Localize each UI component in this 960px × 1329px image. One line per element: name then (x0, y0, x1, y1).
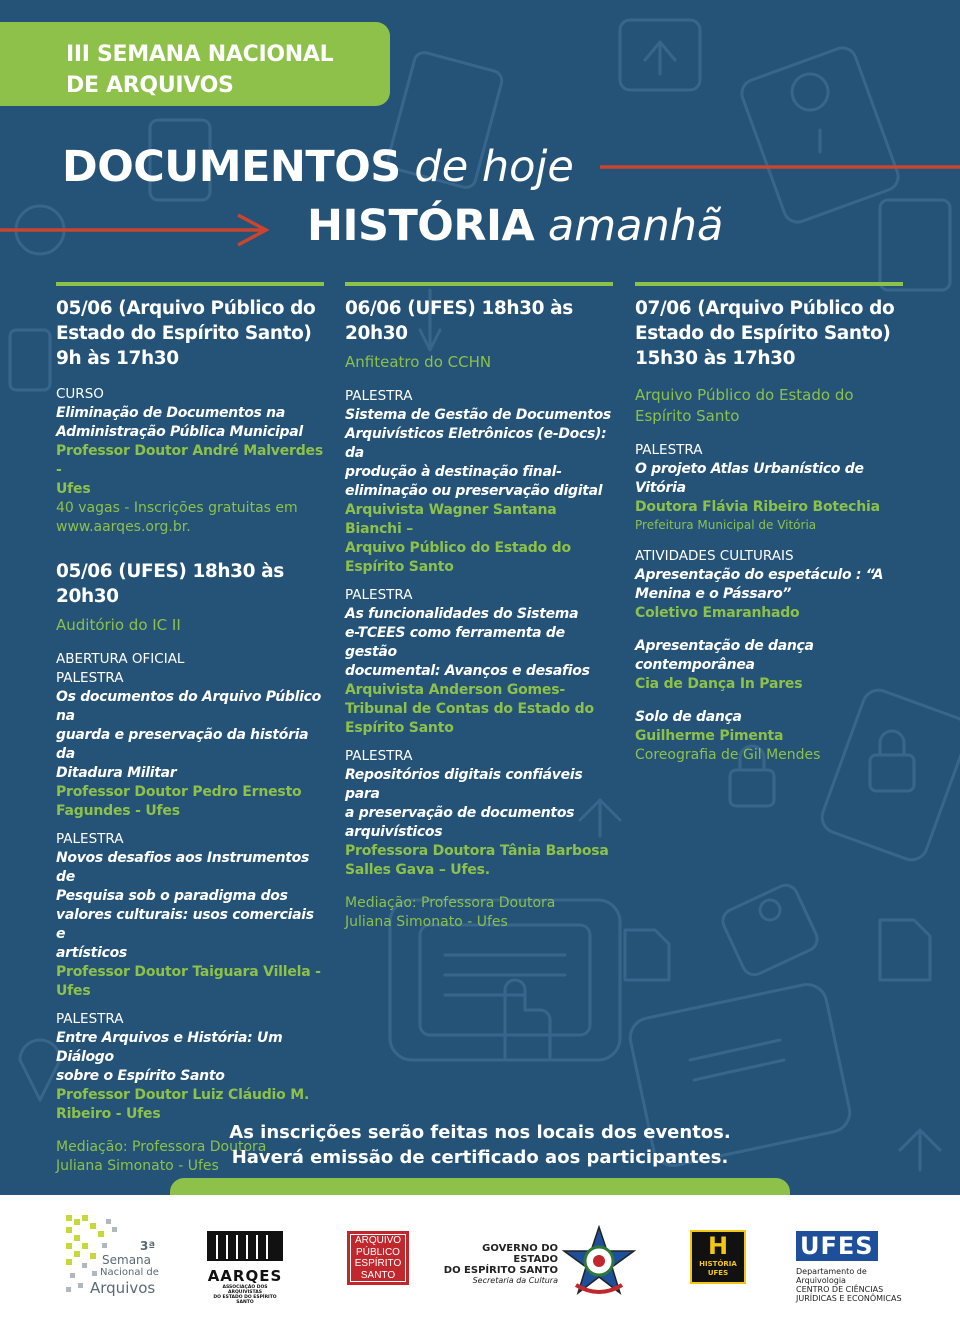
block-speaker: Cia de Dança In Pares (635, 676, 803, 692)
block-title: Repositórios digitais confiáveis para a preservação de documentos arquivísticos (345, 767, 583, 840)
block-note: 40 vagas - Inscrições gratuitas em www.aarqes.org.br. (56, 500, 298, 535)
session-header: 05/06 (UFES) 18h30 às 20h30 (56, 561, 284, 607)
program-block (635, 547, 903, 623)
governo-line-3: Secretaria da Cultura (472, 1276, 558, 1285)
block-speaker: Guilherme Pimenta (635, 728, 784, 744)
block-title: As funcionalidades do Sistema e-TCEES como ferramenta de gestão documental: Avanços e desafios (345, 606, 590, 679)
historia-letter: H (707, 1232, 729, 1260)
session-header: 06/06 (UFES) 18h30 às 20h30 (345, 298, 573, 344)
title-amanha: amanhã (547, 201, 724, 251)
block-label: ATIVIDADES CULTURAIS (635, 548, 794, 564)
block-speaker: Professor Doutor André Malverdes - Ufes (56, 443, 323, 497)
program-block (56, 650, 324, 821)
block-title: O projeto Atlas Urbanístico de Vitória (635, 461, 864, 496)
block-title: Apresentação do espetáculo : “A Menina e o Pássaro” (635, 567, 884, 602)
governo-line-1: GOVERNO DO ESTADO (482, 1243, 558, 1265)
session-0606-ufes (345, 296, 613, 932)
program-block (56, 1010, 324, 1124)
program-block (635, 637, 903, 694)
block-speaker: Arquivista Wagner Santana Bianchi – Arquivo Público do Estado do Espírito Santo (345, 502, 571, 575)
block-label: PALESTRA (56, 1011, 124, 1027)
title-historia: HISTÓRIA (307, 201, 535, 251)
arquivo-publico-logo (347, 1231, 409, 1285)
block-title: Apresentação de dança contemporânea (635, 638, 814, 673)
semana-arquivos-logo (62, 1213, 172, 1303)
block-label: PALESTRA (635, 442, 703, 458)
block-note: Coreografia de Gil Mendes (635, 747, 821, 763)
ufes-line-1: Departamento de Arquivologia (796, 1267, 867, 1285)
governo-es-logo (443, 1243, 558, 1283)
block-label: PALESTRA (56, 831, 124, 847)
block-speaker: Professora Doutora Tânia Barbosa Salles Gava – Ufes. (345, 843, 609, 878)
column-divider (345, 282, 613, 286)
session-location: Auditório do IC II (56, 616, 181, 634)
block-label: ABERTURA OFICIAL (56, 651, 185, 667)
aarqes-name: AARQES (207, 1267, 283, 1285)
notice-line-2: Haverá emissão de certificado aos participantes. (231, 1147, 729, 1168)
session-0506-ufes (56, 559, 324, 1176)
title-line-1 (62, 143, 574, 191)
program-block (345, 387, 613, 577)
apees-line-4: SANTO (360, 1269, 396, 1281)
banner-line-1: III SEMANA NACIONAL (66, 42, 334, 67)
block-speaker: Coletivo Emaranhado (635, 605, 800, 621)
schedule-column-2 (345, 282, 613, 932)
session-header: 05/06 (Arquivo Público do Estado do Espírito Santo) 9h às 17h30 (56, 298, 316, 369)
apees-line-3: ESPÍRITO (354, 1258, 402, 1269)
block-title: Novos desafios aos Instrumentos de Pesquisa sob o paradigma dos valores culturais: usos comerciais e artísticos (56, 850, 314, 961)
session-mediation: Mediação: Professora Doutora Juliana Simonato - Ufes (56, 1139, 267, 1174)
block-institution: Prefeitura Municipal de Vitória (635, 518, 817, 532)
block-speaker: Arquivista Anderson Gomes- Tribunal de Contas do Estado do Espírito Santo (345, 682, 594, 736)
session-location: Arquivo Público do Estado do Espírito Santo (635, 386, 854, 425)
program-block (345, 747, 613, 880)
semana-number: 3ª (140, 1239, 156, 1253)
program-block (635, 441, 903, 533)
block-speaker: Professor Doutor Pedro Ernesto Fagundes - Ufes (56, 784, 302, 819)
title-arrow-left (0, 212, 275, 248)
state-coat-of-arms-icon (562, 1225, 636, 1299)
block-title: Entre Arquivos e História: Um Diálogo sobre o Espírito Santo (56, 1030, 283, 1084)
footer-accent-bar (170, 1178, 790, 1195)
title-arrow-top (600, 160, 960, 174)
historia-line-2: UFES (707, 1269, 729, 1277)
program-block (56, 830, 324, 1001)
block-label: PALESTRA (345, 587, 413, 603)
aarqes-logo (205, 1229, 287, 1305)
sponsor-logos (0, 1195, 960, 1329)
apees-line-1: ARQUIVO (354, 1235, 402, 1246)
aarqes-sub-1: ASSOCIAÇÃO DOS ARQUIVISTAS (222, 1285, 268, 1295)
session-0706-apees (635, 296, 903, 765)
session-header: 07/06 (Arquivo Público do Estado do Espírito Santo) 15h30 às 17h30 (635, 298, 895, 369)
session-location: Anfiteatro do CCHN (345, 353, 492, 371)
historia-line-1: HISTÓRIA (699, 1260, 737, 1268)
registration-notice (0, 1120, 960, 1170)
notice-line-1: As inscrições serão feitas nos locais dos eventos. (229, 1122, 731, 1143)
block-speaker: Professor Doutor Luiz Cláudio M. Ribeiro - Ufes (56, 1087, 310, 1122)
block-title: Solo de dança (635, 709, 742, 725)
block-label: CURSO (56, 386, 104, 402)
block-label-2: PALESTRA (56, 670, 124, 686)
column-divider (635, 282, 903, 286)
banner-line-2: DE ARQUIVOS (66, 73, 234, 98)
title-line-2 (307, 202, 723, 250)
apees-line-2: PÚBLICO (356, 1246, 400, 1258)
semana-text-3: Arquivos (90, 1279, 156, 1297)
aarqes-sub-2: DO ESTADO DO ESPÍRITO SANTO (213, 1295, 277, 1305)
title-documentos: DOCUMENTOS (62, 142, 401, 192)
program-block (56, 385, 324, 537)
aarqes-mark (205, 1229, 285, 1263)
governo-line-2: DO ESPÍRITO SANTO (443, 1265, 558, 1276)
block-label: PALESTRA (345, 388, 413, 404)
session-0506-apees (56, 296, 324, 537)
column-divider (56, 282, 324, 286)
block-title: Sistema de Gestão de Documentos Arquivísticos Eletrônicos (e-Docs): da produção à destinação final- eliminação ou preservação digital (345, 407, 611, 499)
semana-text-2: Nacional de (100, 1267, 159, 1278)
block-title: Eliminação de Documentos na Administração Pública Municipal (56, 405, 303, 440)
block-title: Os documentos do Arquivo Público na guarda e preservação da história da Ditadura Militar (56, 689, 321, 781)
ufes-department-logo (796, 1231, 906, 1311)
session-mediation: Mediação: Professora Doutora Juliana Simonato - Ufes (345, 895, 556, 930)
block-label: PALESTRA (345, 748, 413, 764)
ufes-line-3: JURÍDICAS E ECONÔMICAS (796, 1294, 902, 1303)
program-block (635, 708, 903, 765)
block-speaker: Professor Doutor Taiguara Villela - Ufes (56, 964, 321, 999)
ufes-line-2: CENTRO DE CIÊNCIAS (796, 1285, 884, 1294)
historia-ufes-logo (690, 1230, 746, 1284)
program-block (345, 586, 613, 738)
schedule-column-3 (635, 282, 903, 765)
semana-text-1: Semana (102, 1253, 152, 1267)
schedule-column-1 (56, 282, 324, 1176)
event-banner (0, 22, 390, 106)
title-de-hoje: de hoje (414, 142, 574, 192)
ufes-wordmark: UFES (796, 1231, 878, 1261)
block-speaker: Doutora Flávia Ribeiro Botechia (635, 499, 880, 515)
